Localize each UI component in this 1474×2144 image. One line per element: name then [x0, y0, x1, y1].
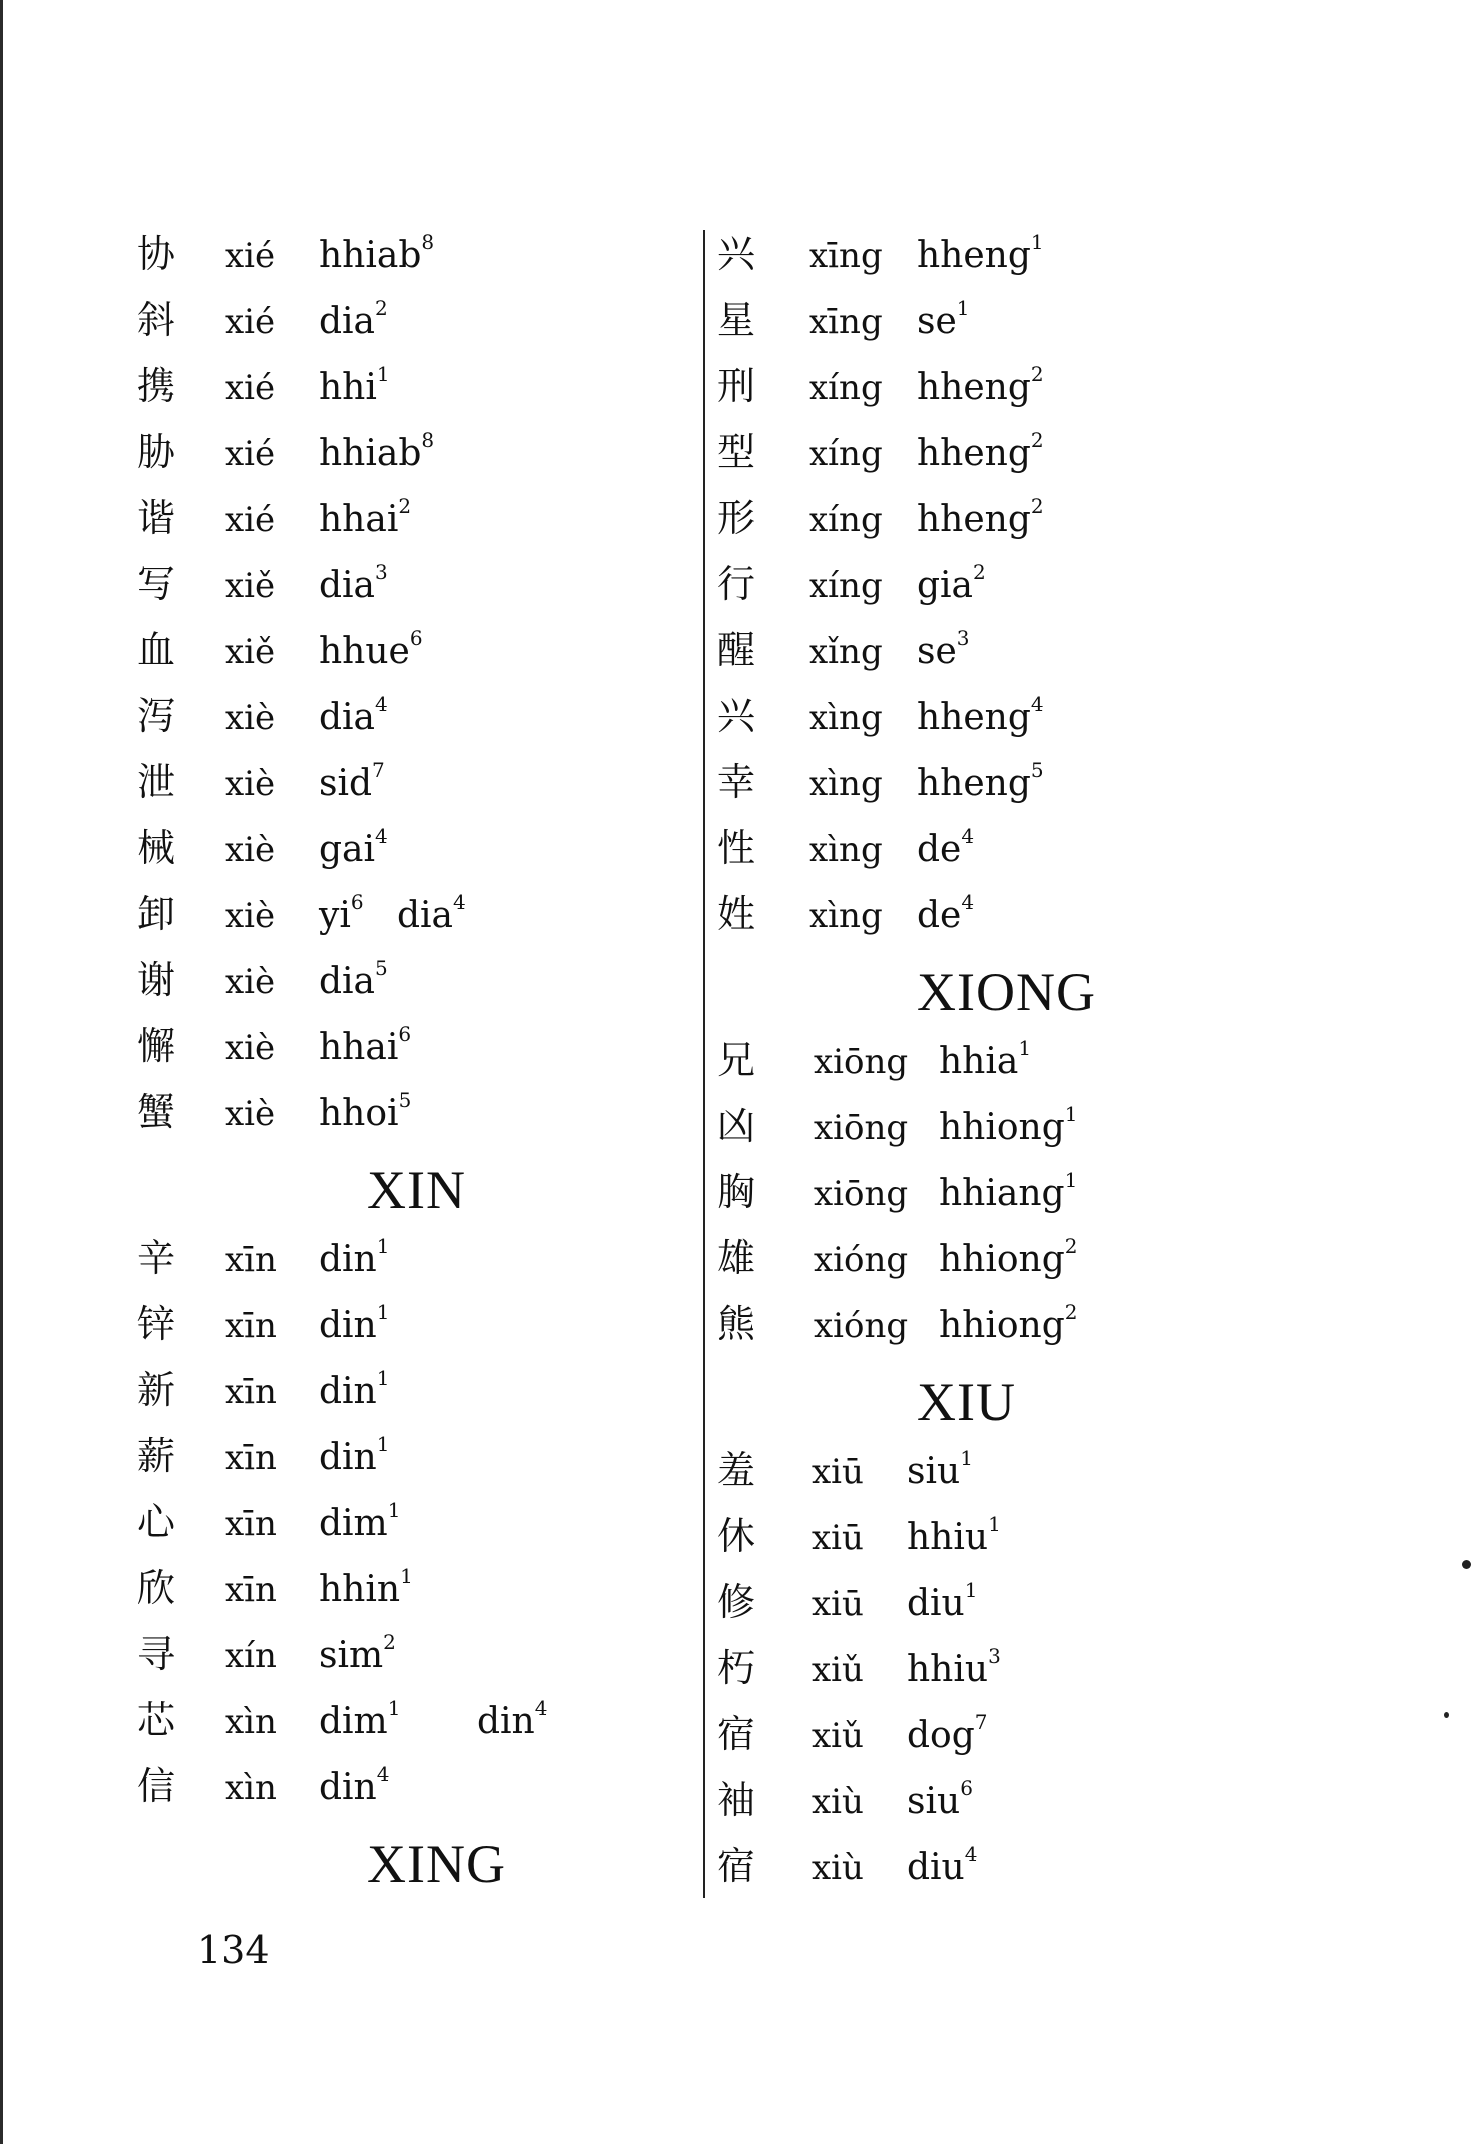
dictionary-entry	[137, 1358, 697, 1424]
entry-character: 新	[137, 1368, 176, 1412]
dialect-syllable: hhi	[319, 367, 377, 408]
dialect-syllable: dia	[397, 895, 454, 936]
entry-pinyin: xiè	[225, 1028, 276, 1068]
dialect-tone-number: 3	[988, 1644, 1001, 1668]
dictionary-entry	[137, 618, 697, 684]
dialect-tone-number: 4	[961, 824, 975, 848]
entry-character: 欣	[137, 1566, 176, 1610]
dialect-tone-number: 4	[961, 890, 975, 914]
scan-speck	[1462, 1560, 1471, 1569]
entry-character: 卸	[137, 892, 176, 936]
dialect-tone-number: 2	[1030, 362, 1044, 386]
entry-pinyin: xiǔ	[812, 1716, 864, 1756]
dictionary-entry	[137, 420, 697, 486]
entry-pinyin: xìng	[809, 764, 883, 804]
dialect-syllable: hhai	[319, 499, 399, 540]
dialect-syllable: dia	[319, 565, 376, 606]
dialect-syllable: hhiang	[939, 1173, 1065, 1214]
dictionary-entry	[717, 1570, 1277, 1636]
entry-dialect-reading	[319, 428, 435, 476]
entry-pinyin: xié	[225, 302, 276, 342]
dialect-tone-number: 4	[1030, 692, 1044, 716]
dialect-tone-number: 4	[964, 1842, 978, 1866]
entry-character: 械	[137, 826, 176, 870]
dialect-tone-number: 2	[1064, 1300, 1078, 1324]
entry-character: 幸	[717, 760, 756, 804]
dialect-syllable: din	[319, 1371, 377, 1412]
entry-dialect-reading	[907, 1710, 988, 1758]
entry-pinyin: xīn	[225, 1570, 277, 1610]
entry-character: 寻	[137, 1632, 176, 1676]
dialect-tone-number: 5	[375, 956, 388, 980]
entry-pinyin: xiè	[225, 896, 276, 936]
dialect-syllable: gia	[917, 565, 974, 606]
entry-character: 芯	[137, 1698, 176, 1742]
dialect-syllable: hhoi	[319, 1093, 399, 1134]
dialect-tone-number: 2	[973, 560, 986, 584]
dictionary-entry	[717, 1094, 1277, 1160]
entry-character: 信	[137, 1764, 176, 1808]
dictionary-entry	[717, 222, 1277, 288]
entry-pinyin: xiè	[225, 764, 276, 804]
dialect-tone-number: 4	[453, 890, 466, 914]
dictionary-entry	[137, 882, 697, 948]
dialect-tone-number: 2	[375, 296, 388, 320]
entry-character: 兴	[717, 694, 756, 738]
dialect-tone-number: 1	[376, 1432, 390, 1456]
entry-character: 兄	[717, 1038, 756, 1082]
entry-dialect-reading	[319, 1762, 390, 1810]
entry-dialect-reading	[319, 1300, 390, 1348]
entry-dialect-reading	[917, 824, 975, 872]
entry-dialect-reading	[907, 1776, 973, 1824]
entry-character: 性	[717, 826, 756, 870]
entry-character: 谐	[137, 496, 176, 540]
entry-dialect-reading	[907, 1842, 978, 1890]
dialect-tone-number: 2	[398, 494, 412, 518]
entry-dialect-reading	[939, 1102, 1078, 1150]
dialect-syllable: hhai	[319, 1027, 399, 1068]
entry-dialect-reading	[319, 1432, 390, 1480]
entry-dialect-reading	[319, 560, 388, 608]
dictionary-entry	[717, 1160, 1277, 1226]
dictionary-entry	[137, 288, 697, 354]
dictionary-entry	[137, 1014, 697, 1080]
entry-pinyin: xǐng	[809, 632, 883, 672]
entry-pinyin: xìng	[809, 830, 883, 870]
dialect-syllable: dog	[907, 1715, 975, 1756]
dictionary-entry	[717, 1028, 1277, 1094]
entry-character: 协	[137, 232, 176, 276]
entry-pinyin: xiōng	[814, 1042, 909, 1082]
dictionary-entry	[137, 750, 697, 816]
entry-pinyin: xīng	[809, 236, 883, 276]
dictionary-entry	[717, 552, 1277, 618]
entry-character: 雄	[717, 1236, 756, 1280]
dialect-syllable: hhin	[319, 1569, 401, 1610]
dialect-tone-number: 1	[376, 1366, 390, 1390]
entry-character: 醒	[717, 628, 756, 672]
dictionary-entry	[717, 1636, 1277, 1702]
dialect-syllable: de	[917, 829, 962, 870]
entry-dialect-reading	[319, 626, 423, 674]
dialect-tone-number: 4	[375, 692, 388, 716]
dialect-tone-number: 2	[1064, 1234, 1078, 1258]
entry-pinyin: xiù	[812, 1848, 864, 1888]
entry-pinyin: xìn	[225, 1702, 277, 1742]
entry-dialect-reading	[917, 692, 1044, 740]
entry-pinyin: xié	[225, 500, 276, 540]
section-heading	[717, 948, 1277, 1028]
dictionary-entry	[137, 552, 697, 618]
dialect-tone-number: 6	[398, 1022, 412, 1046]
dialect-tone-number: 7	[974, 1710, 988, 1734]
dialect-syllable: din	[319, 1767, 377, 1808]
page-number: 134	[197, 1928, 270, 1972]
entry-character: 袖	[717, 1778, 756, 1822]
section-heading-text: XIU	[917, 1372, 1016, 1432]
dictionary-entry	[137, 1556, 697, 1622]
entry-dialect-reading	[939, 1036, 1032, 1084]
entry-dialect-reading	[319, 1022, 412, 1070]
dictionary-entry	[717, 684, 1277, 750]
dialect-tone-number: 5	[398, 1088, 412, 1112]
entry-pinyin: xiě	[225, 566, 276, 606]
entry-character: 泄	[137, 760, 176, 804]
entry-dialect-reading	[319, 230, 435, 278]
entry-pinyin: xīn	[225, 1504, 277, 1544]
dialect-tone-number: 7	[372, 758, 385, 782]
entry-character: 熊	[717, 1302, 756, 1346]
entry-pinyin: xiōng	[814, 1174, 909, 1214]
entry-character: 辛	[137, 1236, 176, 1280]
left-column	[137, 222, 697, 1900]
entry-dialect-reading	[319, 1564, 413, 1612]
entry-pinyin: xiǔ	[812, 1650, 864, 1690]
dictionary-entry	[717, 1438, 1277, 1504]
dialect-tone-number: 1	[376, 1234, 390, 1258]
dictionary-entry	[137, 948, 697, 1014]
entry-pinyin: xìng	[809, 698, 883, 738]
dialect-syllable: din	[477, 1701, 535, 1742]
entry-pinyin: xíng	[809, 500, 883, 540]
dialect-syllable: dia	[319, 301, 376, 342]
entry-pinyin: xiè	[225, 830, 276, 870]
entry-dialect-reading	[917, 758, 1044, 806]
dialect-syllable: hheng	[917, 763, 1031, 804]
entry-dialect-reading	[917, 626, 970, 674]
dictionary-entry	[137, 684, 697, 750]
entry-pinyin: xié	[225, 434, 276, 474]
dialect-tone-number: 1	[387, 1696, 401, 1720]
entry-character: 胸	[717, 1170, 756, 1214]
entry-pinyin: xiě	[225, 632, 276, 672]
entry-dialect-reading	[319, 1234, 390, 1282]
dialect-tone-number: 2	[383, 1630, 396, 1654]
dialect-tone-number: 1	[1064, 1168, 1078, 1192]
dialect-syllable: siu	[907, 1781, 961, 1822]
dialect-tone-number: 2	[1030, 494, 1044, 518]
dialect-syllable: hhiu	[907, 1649, 989, 1690]
dialect-syllable: hhia	[939, 1041, 1019, 1082]
section-heading-text: XIN	[367, 1160, 466, 1220]
entry-pinyin: xiū	[812, 1452, 864, 1492]
dictionary-entry	[137, 1688, 697, 1754]
entry-character: 姓	[717, 892, 756, 936]
dialect-syllable: hhiong	[939, 1107, 1065, 1148]
entry-character: 凶	[717, 1104, 756, 1148]
entry-dialect-reading	[319, 692, 388, 740]
dialect-syllable: sid	[319, 763, 373, 804]
dictionary-entry	[137, 486, 697, 552]
dictionary-entry	[717, 288, 1277, 354]
entry-dialect-reading	[319, 1088, 412, 1136]
dictionary-entry	[137, 1226, 697, 1292]
entry-pinyin: xié	[225, 236, 276, 276]
section-heading	[137, 1146, 697, 1226]
dialect-syllable: dia	[319, 961, 376, 1002]
dialect-tone-number: 4	[376, 1762, 390, 1786]
entry-pinyin: xiè	[225, 1094, 276, 1134]
entry-dialect-reading	[319, 1630, 396, 1678]
dialect-syllable: diu	[907, 1847, 965, 1888]
entry-dialect-reading	[917, 890, 975, 938]
scan-speck	[1444, 1712, 1449, 1718]
dialect-syllable: diu	[907, 1583, 965, 1624]
entry-dialect-reading	[397, 890, 466, 938]
dialect-tone-number: 1	[960, 1446, 973, 1470]
entry-pinyin: xióng	[814, 1240, 909, 1280]
entry-dialect-reading	[917, 230, 1044, 278]
entry-pinyin: xiù	[812, 1782, 864, 1822]
dictionary-entry	[137, 1490, 697, 1556]
entry-dialect-reading	[319, 1498, 401, 1546]
page-edge-line	[0, 0, 3, 2144]
entry-character: 宿	[717, 1844, 756, 1888]
dialect-syllable: hhiu	[907, 1517, 989, 1558]
entry-pinyin: xīn	[225, 1306, 277, 1346]
dialect-syllable: dia	[319, 697, 376, 738]
dialect-tone-number: 1	[1064, 1102, 1078, 1126]
entry-dialect-reading	[319, 824, 388, 872]
dictionary-entry	[717, 816, 1277, 882]
entry-pinyin: xìn	[225, 1768, 277, 1808]
dictionary-entry	[137, 1754, 697, 1820]
entry-dialect-reading	[907, 1578, 978, 1626]
dialect-tone-number: 1	[988, 1512, 1001, 1536]
dialect-syllable: hhiab	[319, 235, 422, 276]
dictionary-entry	[717, 1504, 1277, 1570]
dialect-tone-number: 6	[350, 890, 364, 914]
dialect-tone-number: 1	[376, 1300, 390, 1324]
entry-dialect-reading	[917, 560, 986, 608]
entry-pinyin: xiū	[812, 1518, 864, 1558]
dialect-tone-number: 8	[421, 428, 435, 452]
section-heading	[137, 1820, 697, 1900]
entry-dialect-reading	[917, 428, 1044, 476]
dictionary-entry	[717, 1292, 1277, 1358]
dialect-tone-number: 2	[1030, 428, 1044, 452]
dialect-tone-number: 6	[960, 1776, 973, 1800]
dialect-tone-number: 6	[409, 626, 423, 650]
dialect-syllable: de	[917, 895, 962, 936]
dictionary-entry	[717, 420, 1277, 486]
entry-character: 泻	[137, 694, 176, 738]
entry-dialect-reading	[319, 956, 388, 1004]
dialect-tone-number: 1	[376, 362, 390, 386]
entry-dialect-reading	[907, 1446, 973, 1494]
entry-dialect-reading	[319, 1366, 390, 1414]
entry-dialect-reading	[319, 890, 364, 938]
entry-pinyin: xiè	[225, 698, 276, 738]
entry-pinyin: xīn	[225, 1240, 277, 1280]
entry-dialect-reading	[319, 1696, 401, 1744]
entry-character: 懈	[137, 1024, 176, 1068]
dictionary-entry	[137, 354, 697, 420]
entry-pinyin: xiū	[812, 1584, 864, 1624]
dictionary-entry	[137, 816, 697, 882]
dialect-tone-number: 5	[1030, 758, 1044, 782]
dialect-syllable: dim	[319, 1503, 388, 1544]
entry-dialect-reading	[917, 296, 970, 344]
entry-character: 写	[137, 562, 176, 606]
entry-character: 形	[717, 496, 756, 540]
dialect-tone-number: 1	[1030, 230, 1044, 254]
section-heading-text: XING	[367, 1834, 506, 1894]
column-divider	[703, 230, 705, 1898]
dictionary-entry	[717, 354, 1277, 420]
dialect-syllable: din	[319, 1305, 377, 1346]
entry-dialect-reading	[907, 1644, 1001, 1692]
entry-character: 锌	[137, 1302, 176, 1346]
dialect-tone-number: 1	[964, 1578, 978, 1602]
entry-pinyin: xíng	[809, 566, 883, 606]
entry-character: 休	[717, 1514, 756, 1558]
dialect-syllable: dim	[319, 1701, 388, 1742]
dialect-syllable: hhiong	[939, 1239, 1065, 1280]
entry-pinyin: xiōng	[814, 1108, 909, 1148]
entry-character: 修	[717, 1580, 756, 1624]
entry-pinyin: xìng	[809, 896, 883, 936]
entry-pinyin: xíng	[809, 434, 883, 474]
dialect-tone-number: 8	[421, 230, 435, 254]
dialect-syllable: siu	[907, 1451, 961, 1492]
entry-character: 兴	[717, 232, 756, 276]
entry-character: 血	[137, 628, 176, 672]
entry-pinyin: xiè	[225, 962, 276, 1002]
dialect-syllable: din	[319, 1437, 377, 1478]
entry-pinyin: xīn	[225, 1438, 277, 1478]
dictionary-entry	[717, 882, 1277, 948]
dictionary-entry	[717, 1768, 1277, 1834]
section-heading-text: XIONG	[917, 962, 1096, 1022]
dialect-tone-number: 4	[534, 1696, 548, 1720]
entry-character: 谢	[137, 958, 176, 1002]
entry-dialect-reading	[319, 362, 390, 410]
section-heading	[717, 1358, 1277, 1438]
dialect-syllable: se	[917, 301, 957, 342]
entry-character: 宿	[717, 1712, 756, 1756]
dictionary-entry	[137, 1424, 697, 1490]
dialect-syllable: hheng	[917, 697, 1031, 738]
entry-pinyin: xín	[225, 1636, 277, 1676]
entry-dialect-reading	[939, 1300, 1078, 1348]
entry-dialect-reading	[917, 494, 1044, 542]
dialect-syllable: se	[917, 631, 957, 672]
entry-dialect-reading	[907, 1512, 1001, 1560]
entry-dialect-reading	[319, 494, 412, 542]
dictionary-entry	[717, 1226, 1277, 1292]
dialect-tone-number: 1	[387, 1498, 401, 1522]
dialect-syllable: hheng	[917, 235, 1031, 276]
right-column	[717, 222, 1277, 1900]
dialect-syllable: gai	[319, 829, 376, 870]
dialect-syllable: sim	[319, 1635, 384, 1676]
entry-character: 朽	[717, 1646, 756, 1690]
dialect-syllable: hheng	[917, 499, 1031, 540]
dialect-syllable: hhue	[319, 631, 410, 672]
entry-dialect-reading	[939, 1234, 1078, 1282]
entry-dialect-reading	[939, 1168, 1078, 1216]
dialect-tone-number: 3	[375, 560, 388, 584]
dictionary-entry	[137, 1292, 697, 1358]
dictionary-entry	[717, 1834, 1277, 1900]
entry-character: 星	[717, 298, 756, 342]
dictionary-entry	[717, 486, 1277, 552]
dialect-syllable: yi	[319, 895, 351, 936]
entry-pinyin: xīng	[809, 302, 883, 342]
entry-dialect-reading	[477, 1696, 548, 1744]
entry-character: 蟹	[137, 1090, 176, 1134]
dialect-syllable: hhiong	[939, 1305, 1065, 1346]
dialect-syllable: hheng	[917, 433, 1031, 474]
entry-character: 心	[137, 1500, 176, 1544]
entry-character: 刑	[717, 364, 756, 408]
entry-character: 胁	[137, 430, 176, 474]
entry-character: 行	[717, 562, 756, 606]
entry-character: 型	[717, 430, 756, 474]
entry-pinyin: xīn	[225, 1372, 277, 1412]
dictionary-entry	[137, 1622, 697, 1688]
dictionary-entry	[137, 222, 697, 288]
dialect-tone-number: 3	[956, 626, 970, 650]
dictionary-entry	[137, 1080, 697, 1146]
entry-dialect-reading	[319, 296, 388, 344]
dialect-tone-number: 1	[1018, 1036, 1032, 1060]
dialect-syllable: hheng	[917, 367, 1031, 408]
dialect-tone-number: 4	[375, 824, 388, 848]
entry-character: 斜	[137, 298, 176, 342]
dialect-syllable: hhiab	[319, 433, 422, 474]
entry-dialect-reading	[917, 362, 1044, 410]
dialect-syllable: din	[319, 1239, 377, 1280]
dictionary-entry	[717, 618, 1277, 684]
entry-character: 薪	[137, 1434, 176, 1478]
entry-pinyin: xíng	[809, 368, 883, 408]
dictionary-entry	[717, 750, 1277, 816]
entry-character: 羞	[717, 1448, 756, 1492]
entry-pinyin: xié	[225, 368, 276, 408]
dialect-tone-number: 1	[400, 1564, 413, 1588]
entry-pinyin: xióng	[814, 1306, 909, 1346]
entry-character: 携	[137, 364, 176, 408]
entry-dialect-reading	[319, 758, 385, 806]
dictionary-entry	[717, 1702, 1277, 1768]
dialect-tone-number: 1	[956, 296, 970, 320]
